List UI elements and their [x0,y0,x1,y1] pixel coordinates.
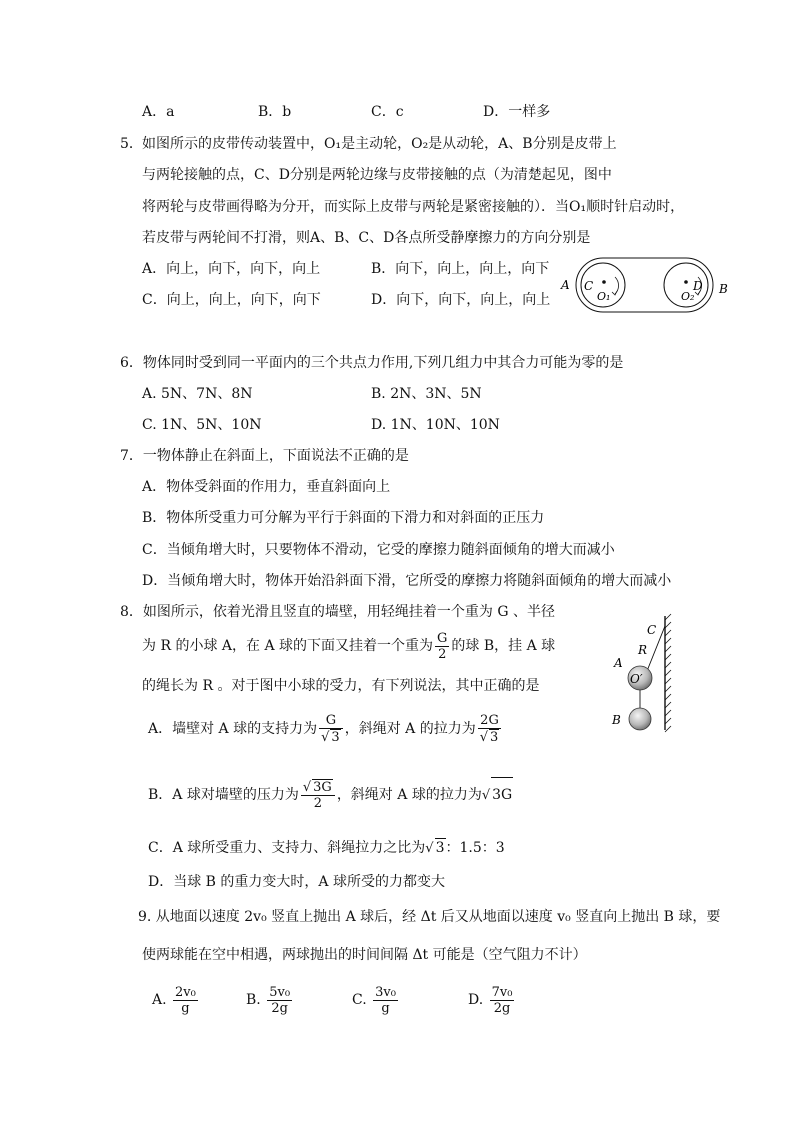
ball-b [629,708,651,730]
label-o2: O₂ [681,290,695,303]
q8-line-1: 8．如图所示，依着光滑且竖直的墙壁，用轻绳挂着一个重为 G 、半径 [120,604,555,620]
belt-drive-figure [555,250,735,320]
q4-option-b: B．b [258,104,292,120]
label-c: C [584,279,594,293]
q9-option-d: D. $\frac{\text{7v₀}}{2g}$ [468,984,513,1016]
q7-option-c: C．当倾角增大时，只要物体不滑动，它受的摩擦力随斜面倾角的增大而减小 [142,542,615,558]
label-b: B [612,713,621,727]
q4-option-c: C．c [371,104,404,120]
q9-option-a: A. $\frac{\text{2v₀}}{g}$ [152,984,196,1016]
q5-line-3: 将两轮与皮带画得略为分开，而实际上皮带与两轮是紧密接触的）．当O₁顺时针启动时， [142,199,685,215]
q5-number: 5． [120,136,143,152]
q6-option-b: B. 2N、3N、5N [371,386,482,402]
q4-option-a: A．a [142,104,175,120]
label-o: O′ [630,672,643,686]
q6-option-c: C. 1N、5N、10N [142,417,262,433]
q5-option-c: C．向上，向上，向下，向下 [142,292,321,308]
q7-option-a: A．物体受斜面的作用力，垂直斜面向上 [142,479,391,495]
q8-line-3: 的绳长为 R 。对于图中小球的受力，有下列说法，其中正确的是 [142,678,540,694]
q9-line-1: 9. 从地面以速度 2v₀ 竖直上抛出 A 球后，经 Δt 后又从地面以速度 v₀ 竖直向上抛出 B 球，要 [138,909,721,925]
q9-option-b: B. $\frac{\text{5v₀}}{2g}$ [246,984,291,1016]
q8-option-d: D．当球 B 的重力变大时，A 球所受的力都变大 [148,874,445,890]
label-c: C [647,623,657,637]
q6-option-a: A. 5N、7N、8N [142,386,253,402]
q7-option-d: D．当倾角增大时，物体开始沿斜面下滑，它所受的摩擦力将随斜面倾角的增大而减小 [142,573,672,589]
label-r: R [638,643,648,657]
wall-ball-figure [608,612,698,737]
q5-option-d: D．向下，向下，向上，向上 [371,292,551,308]
q5-option-a: A．向上，向下，向下，向上 [142,261,321,277]
fraction-g-over-2: $\frac{G}{2}$ [437,630,448,662]
q8-option-b: B．A 球对墙壁的压力为 $\frac{√ 3G}{2}$ ，斜绳对 A 球的拉力为√ 3G [148,777,513,813]
q5-line-4: 若皮带与两轮间不打滑，则A、B、C、D各点所受静摩擦力的方向分别是 [142,230,591,246]
q5-option-b: B．向下，向上，向上，向下 [371,261,550,277]
q5-line-2: 与两轮接触的点，C、D分别是两轮边缘与皮带接触的点（为清楚起见，图中 [142,167,612,183]
q8-option-a: A．墙壁对 A 球的支持力为 $\frac{G}{√ 3}$ ，斜绳对 A 的拉力为 $\frac{2G}{√ 3}$ [148,712,503,746]
q4-option-d: D．一样多 [483,104,551,120]
label-a: A [614,656,623,670]
q9-option-c: C. $\frac{\text{3v₀}}{g}$ [352,984,396,1016]
q6-text: 6．物体同时受到同一平面内的三个共点力作用,下列几组力中其合力可能为零的是 [120,355,624,371]
q7-option-b: B．物体所受重力可分解为平行于斜面的下滑力和对斜面的正压力 [142,510,545,526]
q6-option-d: D. 1N、10N、10N [371,417,500,433]
label-a: A [561,278,570,292]
label-o1: O₁ [597,290,611,303]
q8-line-2: 为 R 的小球 A，在 A 球的下面又挂着一个重为 $\frac{G}{2}$ 的球 B，挂 A 球 [142,630,556,662]
q8-option-c: C．A 球所受重力、支持力、斜绳拉力之比为√ 3：1.5：3 [148,840,505,856]
label-d: D [693,279,703,293]
q9-line-2: 使两球能在空中相遇，两球抛出的时间间隔 Δt 可能是（空气阻力不计） [142,947,587,963]
q7-text: 7．一物体静止在斜面上，下面说法不正确的是 [120,448,409,464]
q5-line-1: 如图所示的皮带传动装置中，O₁是主动轮，O₂是从动轮，A、B分别是皮带上 [142,136,617,152]
label-b: B [719,282,728,296]
